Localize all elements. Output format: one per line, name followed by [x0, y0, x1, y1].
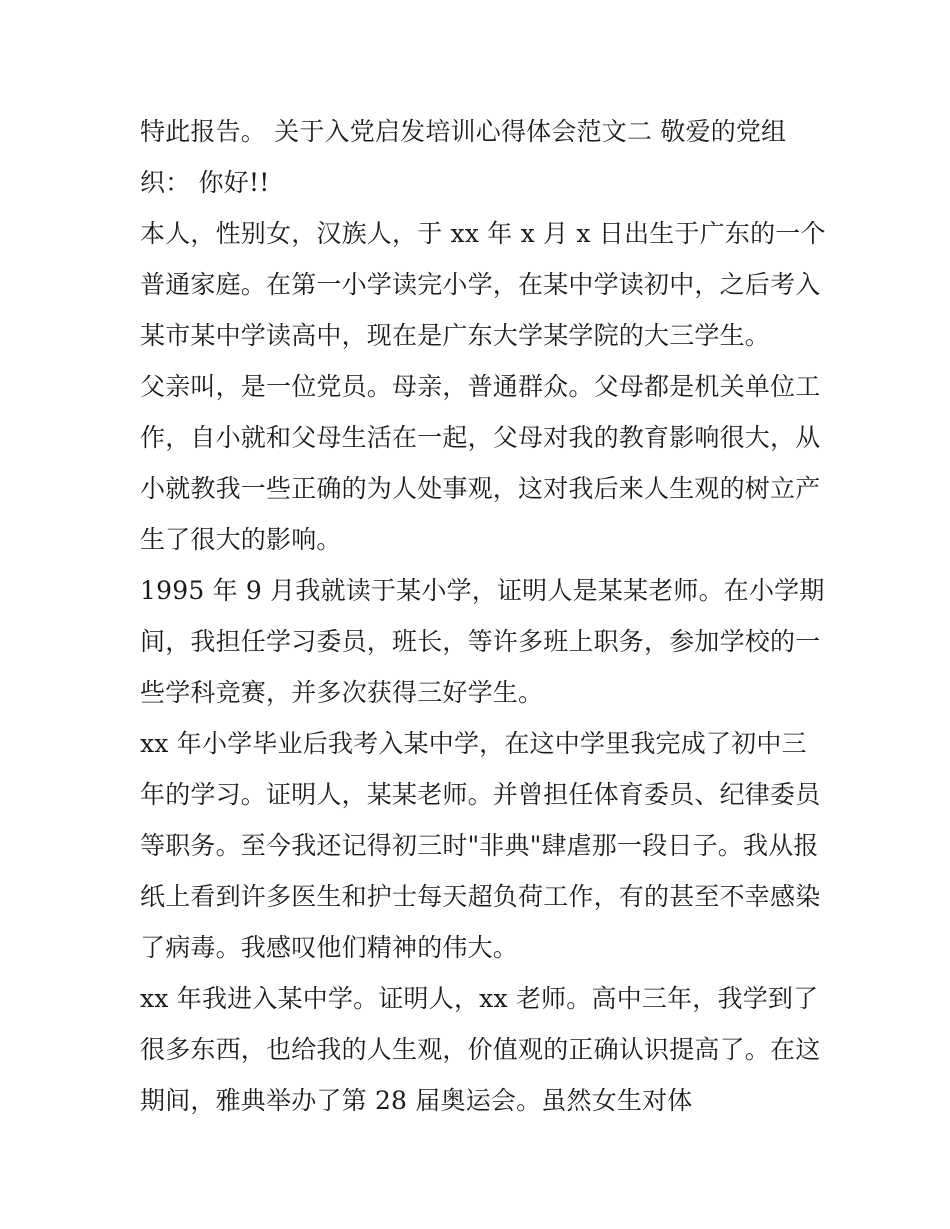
text-line: 间，我担任学习委员，班长，等许多班上职务，参加学校的一 — [140, 627, 821, 656]
document-body — [140, 106, 826, 1126]
text-line: 小就教我一些正确的为人处事观，这对我后来人生观的树立产 — [140, 474, 821, 503]
text-line: xx 年小学毕业后我考入某中学，在这中学里我完成了初中三 — [140, 729, 807, 758]
text-line: 作，自小就和父母生活在一起，父母对我的教育影响很大，从 — [140, 423, 821, 452]
text-line: 织： 你好!! — [140, 168, 270, 197]
text-line: 了病毒。我感叹他们精神的伟大。 — [140, 933, 519, 962]
text-line: 本人，性别女，汉族人，于 xx 年 x 月 x 日出生于广东的一个 — [140, 219, 826, 248]
text-line: xx 年我进入某中学。证明人，xx 老师。高中三年，我学到了 — [140, 984, 819, 1013]
text-line: 些学科竞赛，并多次获得三好学生。 — [140, 678, 544, 707]
text-line: 特此报告。 关于入党启发培训心得体会范文二 敬爱的党组 — [140, 117, 787, 146]
text-line: 某市某中学读高中，现在是广东大学某学院的大三学生。 — [140, 321, 771, 350]
text-line: 父亲叫，是一位党员。母亲，普通群众。父母都是机关单位工 — [140, 372, 821, 401]
text-line: 期间，雅典举办了第 28 届奥运会。虽然女生对体 — [140, 1086, 693, 1115]
text-line: 1995 年 9 月我就读于某小学，证明人是某某老师。在小学期 — [140, 576, 825, 605]
text-line: 很多东西，也给我的人生观，价值观的正确认识提高了。在这 — [140, 1035, 821, 1064]
text-line: 纸上看到许多医生和护士每天超负荷工作，有的甚至不幸感染 — [140, 882, 821, 911]
text-line: 普通家庭。在第一小学读完小学，在某中学读初中，之后考入 — [140, 270, 821, 299]
text-line: 等职务。至今我还记得初三时"非典"肆虐那一段日子。我从报 — [140, 831, 819, 860]
text-line: 生了很大的影响。 — [140, 525, 342, 554]
text-line: 年的学习。证明人，某某老师。并曾担任体育委员、纪律委员 — [140, 780, 821, 809]
